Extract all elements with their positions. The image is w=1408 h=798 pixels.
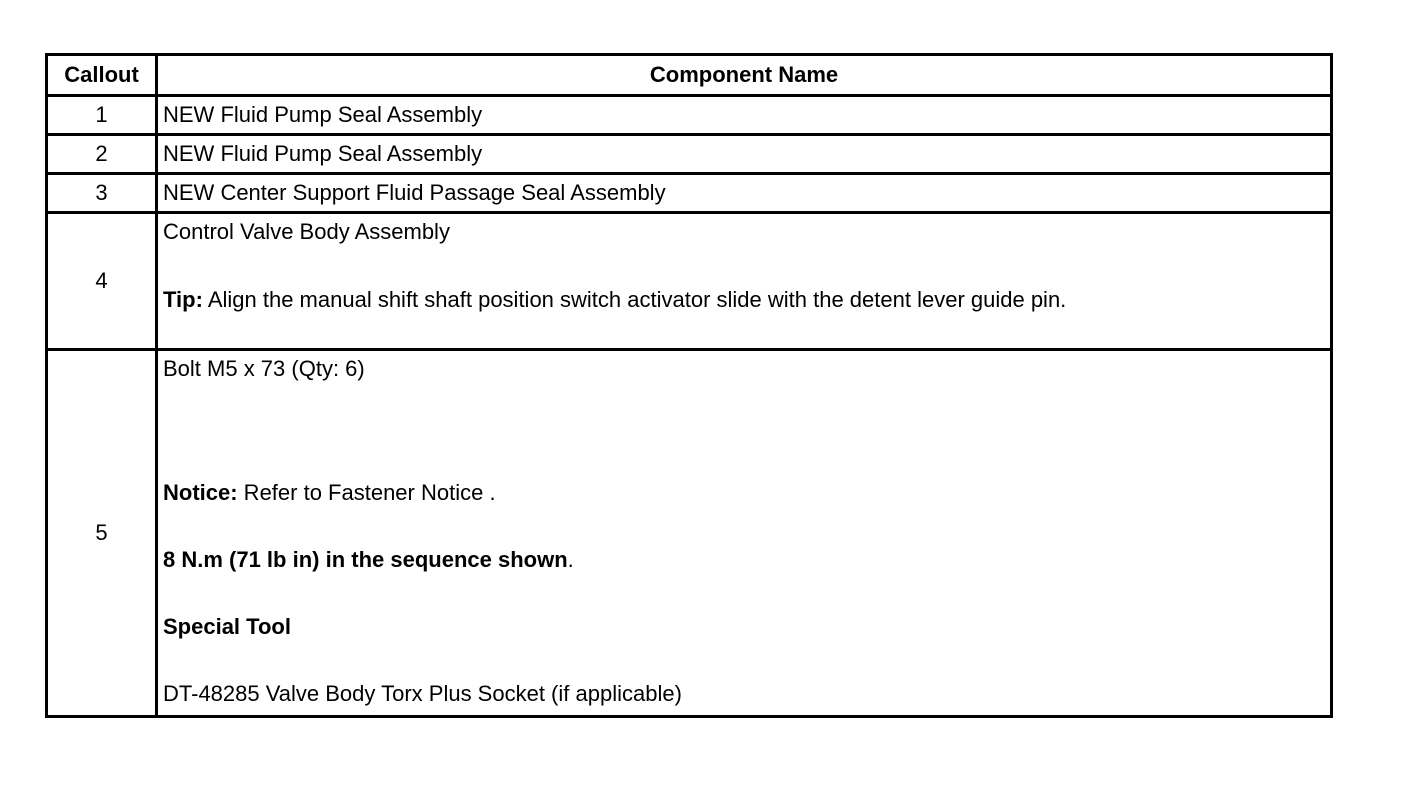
- table-row: [47, 174, 1332, 213]
- tip-line: [163, 288, 1330, 312]
- component-name-text: Bolt M5 x 73 (Qty: 6): [163, 356, 365, 381]
- torque-spec-end: .: [567, 547, 574, 572]
- callout-cell: 2: [47, 135, 157, 174]
- component-name-cell: NEW Center Support Fluid Passage Seal Assembly: [157, 174, 1332, 213]
- component-name-cell: NEW Fluid Pump Seal Assembly: [157, 96, 1332, 135]
- component-name-cell: [157, 213, 1332, 350]
- notice-text: Refer to Fastener Notice .: [237, 480, 496, 505]
- notice-line: [163, 481, 1330, 505]
- callout-cell: 5: [47, 350, 157, 717]
- table-row: [47, 350, 1332, 717]
- tip-text: Align the manual shift shaft position switch activator slide with the detent lever guide pin.: [202, 287, 1067, 312]
- notice-label: Notice:: [163, 480, 238, 505]
- table-row: [47, 213, 1332, 350]
- table-row: [47, 96, 1332, 135]
- component-name-cell: NEW Fluid Pump Seal Assembly: [157, 135, 1332, 174]
- special-tool-label: Special Tool: [163, 614, 291, 639]
- table-row: [47, 135, 1332, 174]
- torque-spec: 8 N.m (71 lb in) in the sequence shown: [163, 547, 568, 572]
- component-name-cell: [157, 350, 1332, 717]
- callout-cell: 1: [47, 96, 157, 135]
- component-name-text: Control Valve Body Assembly: [163, 219, 450, 244]
- tip-label: Tip:: [163, 287, 203, 312]
- component-table: [45, 53, 1333, 718]
- special-tool-name: DT-48285 Valve Body Torx Plus Socket (if applicable): [163, 681, 682, 706]
- torque-spec-line: [163, 548, 1330, 572]
- callout-cell: 4: [47, 213, 157, 350]
- header-component-name: Component Name: [157, 55, 1332, 96]
- header-callout: Callout: [47, 55, 157, 96]
- table-header-row: [47, 55, 1332, 96]
- callout-cell: 3: [47, 174, 157, 213]
